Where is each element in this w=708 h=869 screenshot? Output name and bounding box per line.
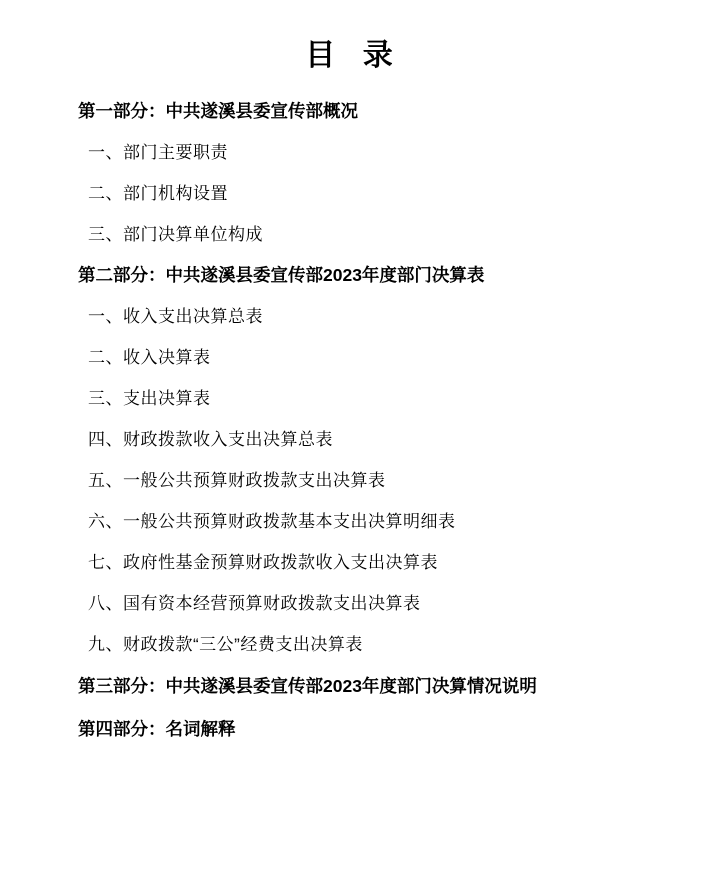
toc-entry-item-1-2[interactable] bbox=[78, 183, 638, 206]
toc-entry-item-2-1[interactable] bbox=[78, 306, 638, 329]
toc-entry-label: 一、收入支出决算总表 bbox=[88, 307, 263, 327]
toc-entry-label: 六、一般公共预算财政拨款基本支出决算明细表 bbox=[88, 511, 456, 531]
toc-entry-item-2-4[interactable] bbox=[78, 429, 638, 452]
toc-entry-label: 四、财政拨款收入支出决算总表 bbox=[88, 429, 333, 449]
toc-entry-item-1-3[interactable] bbox=[78, 224, 638, 247]
toc-entry-part-3[interactable] bbox=[78, 675, 638, 699]
toc-entry-item-2-8[interactable] bbox=[78, 593, 638, 616]
toc-entry-label: 第二部分：中共遂溪县委宣传部2023年度部门决算表 bbox=[78, 265, 485, 286]
toc-entry-label: 五、一般公共预算财政拨款支出决算表 bbox=[88, 470, 386, 490]
toc-entry-part-1[interactable] bbox=[78, 100, 638, 124]
page-title: 目 录 bbox=[305, 39, 403, 72]
toc-entry-label: 一、部门主要职责 bbox=[88, 142, 228, 162]
document-page bbox=[0, 30, 708, 869]
toc-entry-label: 第三部分：中共遂溪县委宣传部2023年度部门决算情况说明 bbox=[78, 675, 537, 696]
toc-entry-label: 第一部分：中共遂溪县委宣传部概况 bbox=[78, 101, 358, 121]
toc-entry-part-2[interactable] bbox=[78, 264, 638, 288]
toc-entry-label: 二、部门机构设置 bbox=[88, 183, 228, 203]
toc-entry-label: 三、支出决算表 bbox=[88, 388, 211, 408]
toc-entry-label: 八、国有资本经营预算财政拨款支出决算表 bbox=[88, 593, 421, 613]
toc-entry-item-2-3[interactable] bbox=[78, 388, 638, 411]
toc-entry-item-2-5[interactable] bbox=[78, 470, 638, 493]
toc-entry-item-2-6[interactable] bbox=[78, 511, 638, 534]
toc-entry-item-2-7[interactable] bbox=[78, 552, 638, 575]
toc-entry-label: 第四部分：名词解释 bbox=[78, 719, 236, 740]
toc-entry-label: 九、财政拨款“三公”经费支出决算表 bbox=[88, 634, 363, 654]
toc-entry-item-2-9[interactable] bbox=[78, 634, 638, 657]
table-of-contents bbox=[70, 100, 638, 742]
toc-entry-label: 三、部门决算单位构成 bbox=[88, 224, 263, 244]
toc-entry-label: 二、收入决算表 bbox=[88, 348, 211, 367]
toc-entry-label: 七、政府性基金预算财政拨款收入支出决算表 bbox=[88, 552, 438, 572]
toc-entry-item-2-2[interactable] bbox=[78, 347, 638, 370]
toc-entry-part-4[interactable] bbox=[78, 718, 638, 742]
toc-entry-item-1-1[interactable] bbox=[78, 142, 638, 165]
